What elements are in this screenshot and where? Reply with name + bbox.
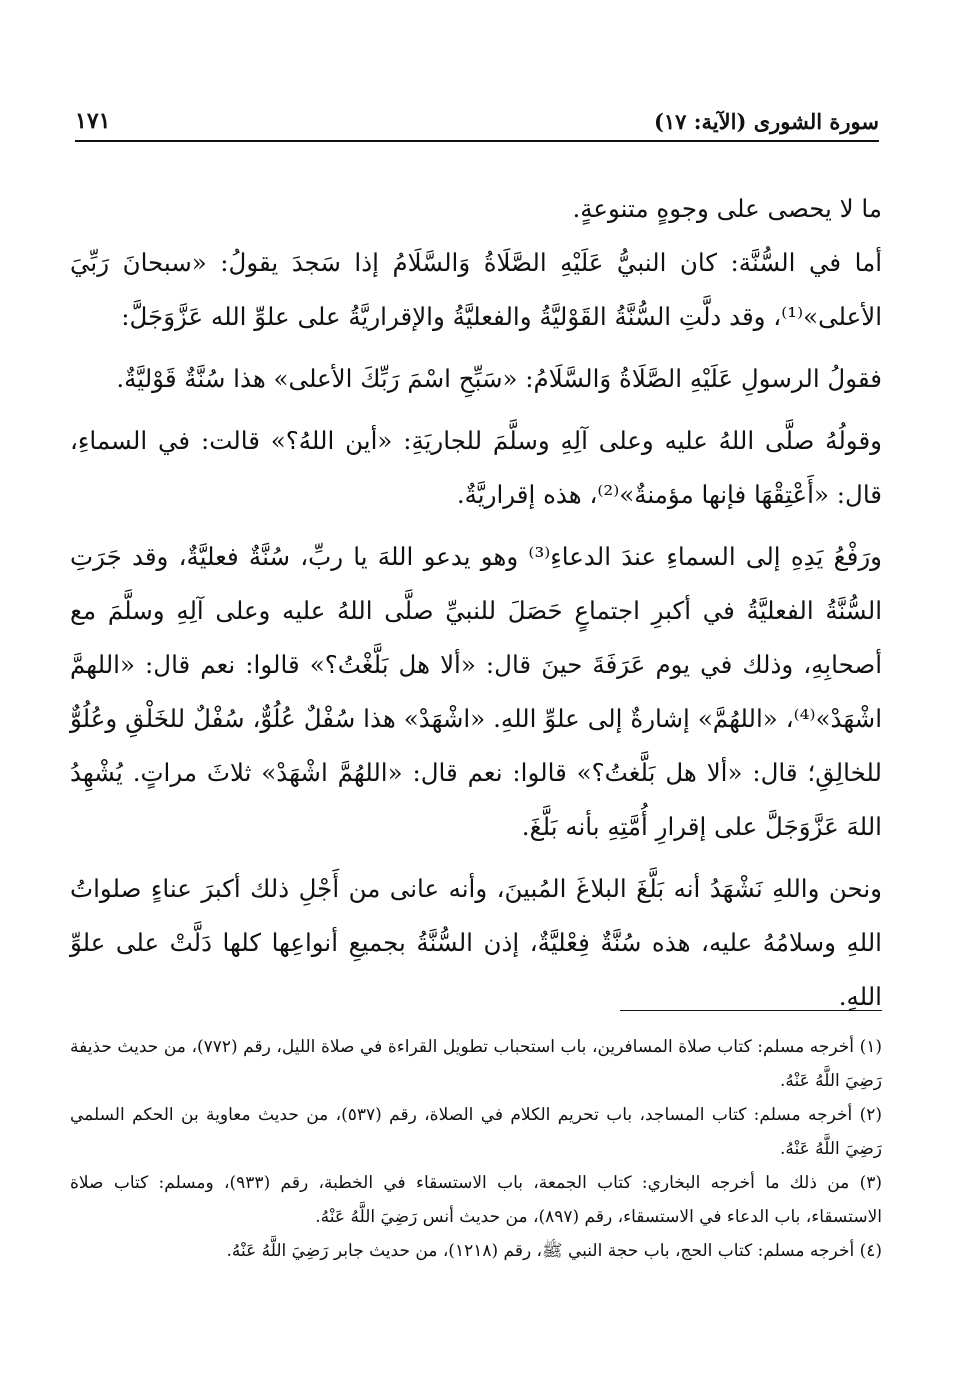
paragraph-3: فقولُ الرسولِ عَلَيْهِ الصَّلَاةُ وَالسَّلَامُ: «سَبِّحِ اسْمَ رَبِّكَ الأعلى» هذا سُنَّةٌ قَوْليَّةٌ. — [116, 364, 882, 393]
footnote-3: (٣) من ذلك ما أخرجه البخاري: كتاب الجمعة، باب الاستسقاء في الخطبة، رقم (٩٣٣)، ومسلم: كتاب صلاة الاستسقاء، باب الدعاء في الاستسقاء، رقم (٨٩٧)، من حديث أنس رَضِيَ اللَّهُ عَنْهُ. — [70, 1173, 882, 1227]
paragraph-1: ما لا يحصى على وجوهٍ متنوعةٍ. — [572, 194, 882, 223]
footnote-rule — [620, 1010, 882, 1011]
footnote-4: (٤) أخرجه مسلم: كتاب الحج، باب حجة النبي ﷺ، رقم (١٢١٨)، من حديث جابر رَضِيَ اللَّهُ عَنْهُ. — [226, 1241, 882, 1261]
main-text — [70, 182, 882, 1024]
paragraph-4: وقولُهُ صلَّى اللهُ عليه وعلى آلِهِ وسلَّمَ للجاريَةِ: «أين اللهُ؟» قالت: في السماءِ، قال: «أَعْتِقْهَا فإنها مؤمنةٌ»⁽²⁾، هذه إقراريَّةٌ. — [70, 426, 882, 509]
header-rule — [75, 140, 879, 142]
footnote-2: (٢) أخرجه مسلم: كتاب المساجد، باب تحريم الكلام في الصلاة، رقم (٥٣٧)، من حديث معاوية بن الحكم السلمي رَضِيَ اللَّهُ عَنْهُ. — [70, 1105, 883, 1159]
paragraph-2: أما في السُّنَّة: كان النبيُّ عَلَيْهِ الصَّلَاةُ وَالسَّلَامُ إذا سَجدَ يقولُ: «سبحانَ رَبِّيَ الأعلى»⁽¹⁾، وقد دلَّتِ السُّنَّةُ القَوْليَّةُ والفعليَّةُ والإقراريَّةُ على علوِّ الله عَزَّوَجَلَّ: — [70, 248, 882, 331]
paragraph-6: ونحن واللهِ نَشْهَدُ أنه بَلَّغَ البلاغَ المُبينَ، وأنه عانى من أَجْلِ ذلك أكبرَ عناءٍ صلواتُ اللهِ وسلامُهُ عليه، هذه سُنَّةٌ فِعْليَّةٌ، إذن السُّنَّةُ بجميعِ أنواعِها كلها دَلَّتْ على علوِّ اللهِ. — [70, 874, 882, 1011]
paragraph-5: ورَفْعُ يَدِهِ إلى السماءِ عندَ الدعاءِ⁽³⁾ وهو يدعو اللهَ يا ربِّ، سُنَّةٌ فعليَّةٌ، وقد جَرَتِ السُّنَّةُ الفعليَّةُ في أكبرِ اجتماعٍ حَصَلَ للنبيِّ صلَّى اللهُ عليه وعلى آلِهِ وسلَّمَ مع أصحابِهِ، وذلك في يوم عَرَفَةَ حينَ قال: «ألا هل بَلَّغْتُ؟» قالوا: نعم قال: «اللهمَّ اشْهَدْ»⁽⁴⁾، «اللهُمَّ» إشارةٌ إلى علوِّ اللهِ. «اشْهَدْ» هذا سُفْلٌ عُلُوٌّ، سُفْلٌ للخَلْقِ وعُلُوٌّ للخالِقِ؛ قال: «ألا هل بَلَّغتُ؟» قالوا: نعم قال: «اللهُمَّ اشْهَدْ» ثلاثَ مراتٍ. يُشْهِدُ اللهَ عَزَّوَجَلَّ على إقرارِ أُمَّتِهِ بأنه بَلَّغَ. — [70, 542, 882, 841]
page-header — [75, 98, 879, 134]
running-head: سورة الشورى (الآية: ١٧) — [653, 109, 879, 134]
footnotes — [70, 1030, 882, 1268]
page-number: ١٧١ — [75, 108, 111, 134]
footnote-1: (١) أخرجه مسلم: كتاب صلاة المسافرين، باب استحباب تطويل القراءة في صلاة الليل، رقم (٧٧٢)، من حديث حذيفة رَضِيَ اللَّهُ عَنْهُ. — [70, 1037, 882, 1091]
